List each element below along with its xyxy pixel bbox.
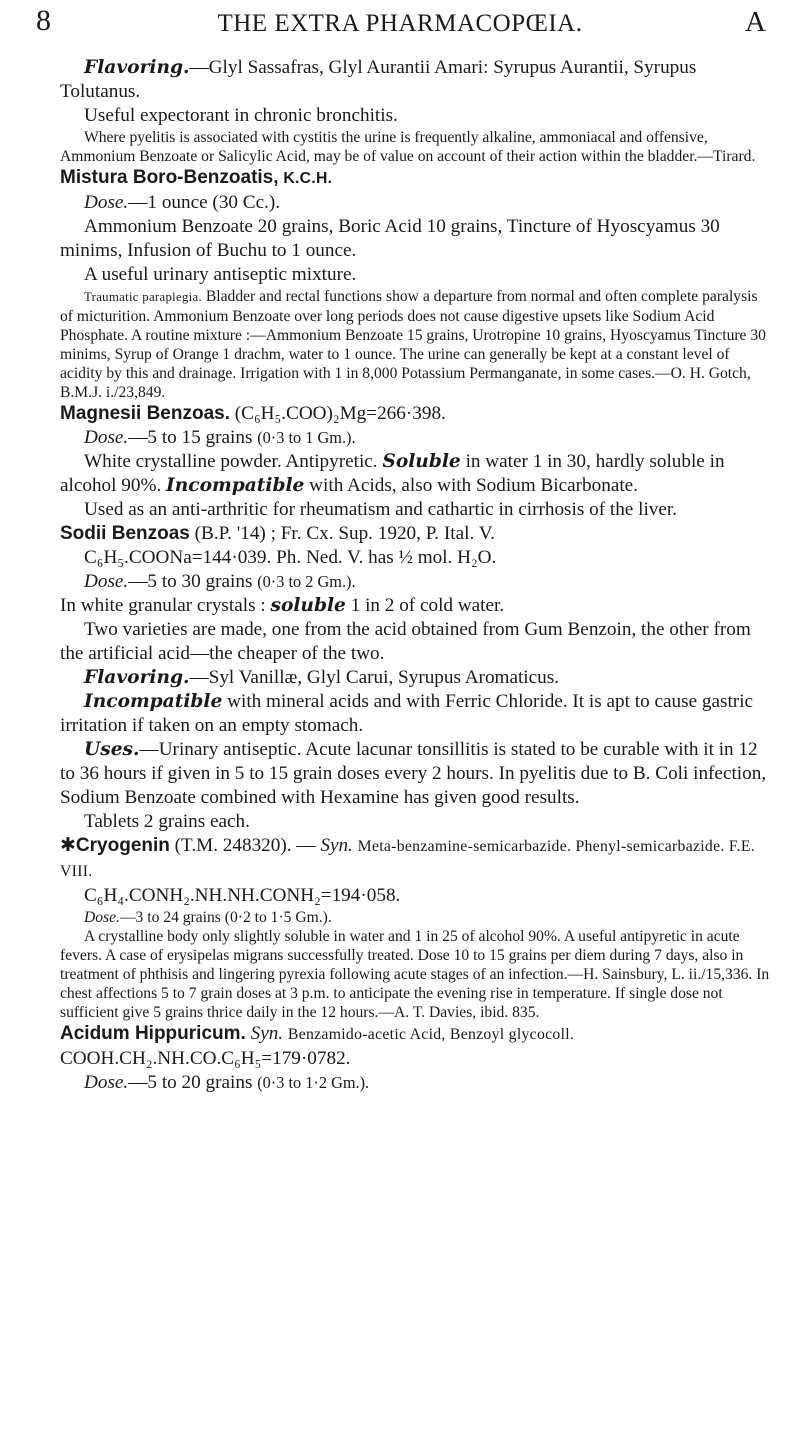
mistura-formula: Ammonium Benzoate 20 grains, Boric Acid 10 grains, Tincture of Hyoscyamus 30 minims, Infusion of Buchu to 1 ounce. bbox=[60, 216, 720, 261]
flavoring-paragraph bbox=[60, 56, 770, 104]
magnesii-dose bbox=[60, 426, 770, 450]
magnesii-formula: (C₆H₅.COO)₂Mg=266·398. bbox=[234, 403, 446, 424]
sodii-dose-metric: (0·3 to 2 Gm.). bbox=[257, 572, 356, 591]
cryogenin-dose bbox=[60, 908, 770, 927]
magnesii-dose-metric: (0·3 to 1 Gm.). bbox=[257, 428, 356, 447]
mistura-dose bbox=[60, 191, 770, 215]
sodii-soluble-label: soluble bbox=[270, 595, 346, 616]
sodii-dose-label: Dose. bbox=[84, 571, 129, 592]
acidum-dose-text: —5 to 20 grains bbox=[128, 1072, 253, 1093]
magnesii-used: Used as an anti-arthritic for rheumatism and cathartic in cirrhosis of the liver. bbox=[84, 499, 678, 520]
flavoring-label: Flavoring. bbox=[84, 57, 190, 78]
sodii-uses-label: Uses. bbox=[84, 739, 140, 760]
acidum-heading bbox=[60, 1022, 770, 1071]
cryogenin-heading bbox=[60, 834, 770, 884]
acidum-dose-metric: (0·3 to 1·2 Gm.). bbox=[257, 1073, 370, 1092]
magnesii-soluble-text: in water 1 in 30, hardly soluble in alcohol 90%. bbox=[60, 451, 725, 496]
acidum-dose bbox=[60, 1071, 770, 1095]
sodii-incompat-text: with mineral acids and with Ferric Chloride. It is apt to cause gastric irritation if taken on an empty stomach. bbox=[60, 691, 754, 736]
sodii-crystals bbox=[60, 594, 770, 618]
magnesii-incompat-text: with Acids, also with Sodium Bicarbonate. bbox=[309, 475, 638, 496]
sodii-dose-text: —5 to 30 grains bbox=[128, 571, 253, 592]
cryogenin-tm: (T.M. 248320). — bbox=[174, 835, 316, 856]
mistura-name: Mistura Boro-Benzoatis, bbox=[60, 167, 279, 188]
acidum-formula: COOH.CH₂.NH.CO.C₆H₅=179·0782. bbox=[60, 1048, 351, 1069]
page-body bbox=[60, 56, 770, 1095]
sodii-incompat bbox=[60, 690, 770, 738]
cryogenin-text: A crystalline body only slightly soluble in water and 1 in 25 of alcohol 90%. A useful antipyretic in acute fevers. A case of erysipelas migrans successfully treated. Dose 10 to 15 grains per diem during 7 days, also in treatment of phthisis and lingering pyrexia following acute stages of an infection.—H. Sainsbury, L. ii./15,336. In chest affections 5 to 7 grain doses at 3 p.m. to anticipate the evening rise in temperature. If single dose not sufficient give 5 grains thrice daily in the 12 hours.—A. T. Davies, ibid. 835. bbox=[60, 928, 770, 1021]
sodii-flavoring-label: Flavoring. bbox=[84, 667, 190, 688]
mistura-dose-text: —1 ounce (30 Cc.). bbox=[128, 192, 281, 213]
running-header bbox=[0, 4, 800, 48]
sodii-heading bbox=[60, 522, 770, 546]
magnesii-heading bbox=[60, 402, 770, 426]
section-letter: A bbox=[745, 6, 766, 38]
cryogenin-dose-metric: (0·2 to 1·5 Gm.). bbox=[224, 909, 332, 926]
cryogenin-name: Cryogenin bbox=[75, 835, 170, 856]
flavoring-text: —Glyl Sassafras, Glyl Aurantii Amari: Syrupus Aurantii, Syrupus Tolutanus. bbox=[60, 57, 697, 102]
acidum-dose-label: Dose. bbox=[84, 1072, 129, 1093]
magnesii-name: Magnesii Benzoas. bbox=[60, 403, 230, 424]
acidum-syn-text: Benzamido-acetic Acid, Benzoyl glycocoll. bbox=[287, 1026, 575, 1043]
magnesii-dose-label: Dose. bbox=[84, 427, 129, 448]
mistura-abbr: K.C.H. bbox=[283, 170, 333, 187]
expectorant-note: Useful expectorant in chronic bronchitis. bbox=[84, 105, 398, 126]
sodii-flavoring-text: —Syl Vanillæ, Glyl Carui, Syrupus Aromaticus. bbox=[189, 667, 560, 688]
page-number: 8 bbox=[36, 4, 51, 37]
magnesii-dose-text: —5 to 15 grains bbox=[128, 427, 253, 448]
pyelitis-note: Where pyelitis is associated with cystitis the urine is frequently alkaline, ammoniacal and offensive, Ammonium Benzoate or Salicylic Acid, may be of value on account of their action within the bladder.—Tirard. bbox=[60, 129, 756, 165]
cryogenin-syn-label: Syn. bbox=[320, 835, 353, 856]
traumatic-text: Bladder and rectal functions show a departure from normal and often complete paralysis of micturition. Ammonium Benzoate over long periods does not cause digestive upsets like Sodium Acid Phosphate. A routine mixture :—Ammonium Benzoate 15 grains, Urotropine 10 grains, Hyoscyamus Tincture 30 minims, Syrup of Orange 1 drachm, water to 1 ounce. The urine can generally be kept at a constant level of acidity by this and drainage. Irrigation with 1 in 8,000 Potassium Permanganate, in some cases.—O. H. Gotch, B.M.J. i./23,849. bbox=[60, 288, 766, 401]
cryogenin-formula: C₆H₄.CONH₂.NH.NH.CONH₂=194·058. bbox=[84, 885, 401, 906]
magnesii-incompat-label: Incompatible bbox=[166, 475, 305, 496]
magnesii-soluble-label: Soluble bbox=[382, 451, 461, 472]
cryogenin-dose-label: Dose. bbox=[84, 909, 120, 926]
magnesii-desc-text: White crystalline powder. Antipyretic. bbox=[84, 451, 378, 472]
acidum-name: Acidum Hippuricum. bbox=[60, 1023, 246, 1044]
mistura-heading bbox=[60, 166, 770, 191]
traumatic-label: Traumatic paraplegia. bbox=[84, 290, 202, 304]
sodii-tablets: Tablets 2 grains each. bbox=[84, 811, 250, 832]
page-title: THE EXTRA PHARMACOPŒIA. bbox=[217, 10, 583, 37]
sodii-flavoring bbox=[60, 666, 770, 690]
cryogenin-star: ✱ bbox=[60, 835, 76, 856]
sodii-incompat-label: Incompatible bbox=[84, 691, 223, 712]
mistura-dose-label: Dose. bbox=[84, 192, 129, 213]
cryogenin-syn-text: Meta-benzamine-semicarbazide. Phenyl-semicarbazide. F.E. VIII. bbox=[60, 838, 756, 880]
cryogenin-dose-text: —3 to 24 grains bbox=[119, 909, 221, 926]
sodii-name: Sodii Benzoas bbox=[60, 523, 190, 544]
mistura-note: A useful urinary antiseptic mixture. bbox=[84, 264, 357, 285]
sodii-uses bbox=[60, 738, 770, 810]
sodii-formula: C₆H₅.COONa=144·039. Ph. Ned. V. has ½ mol. H₂O. bbox=[84, 547, 497, 568]
magnesii-desc bbox=[60, 450, 770, 498]
sodii-crystals-text: In white granular crystals : bbox=[60, 595, 266, 616]
sodii-dose bbox=[60, 570, 770, 594]
traumatic-paragraph bbox=[60, 287, 770, 402]
sodii-varieties: Two varieties are made, one from the acid obtained from Gum Benzoin, the other from the artificial acid—the cheaper of the two. bbox=[60, 619, 751, 664]
acidum-syn-label: Syn. bbox=[250, 1023, 284, 1044]
sodii-uses-text: —Urinary antiseptic. Acute lacunar tonsillitis is stated to be curable with it in 12 to 36 hours if given in 5 to 15 grain doses every 2 hours. In pyelitis due to B. Coli infection, Sodium Benzoate combined with Hexamine has given good results. bbox=[60, 739, 767, 808]
sodii-soluble-text: 1 in 2 of cold water. bbox=[350, 595, 505, 616]
sodii-refs: (B.P. '14) ; Fr. Cx. Sup. 1920, P. Ital. V. bbox=[194, 523, 495, 544]
